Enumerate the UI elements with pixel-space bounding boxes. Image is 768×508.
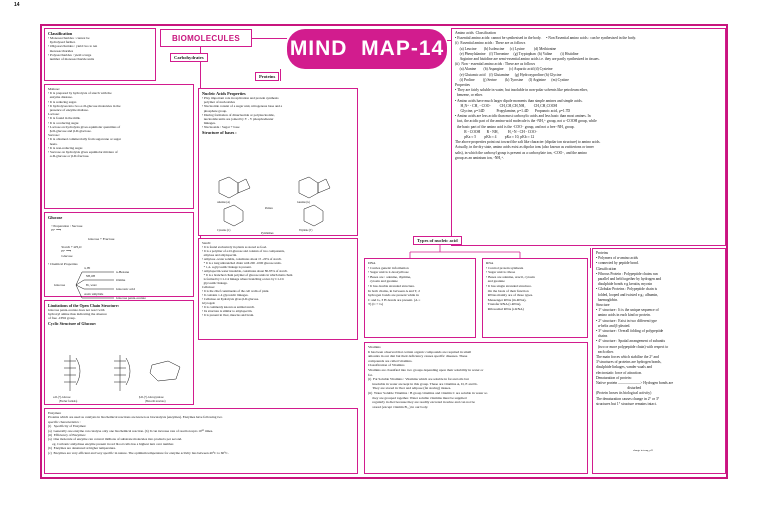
cyclic-heading: Cyclic Structure of Glucose: bbox=[48, 320, 97, 326]
label-haworth: (Haworth structure) bbox=[145, 400, 166, 403]
enzymes-box bbox=[44, 408, 358, 474]
amino-acids-text: Amino acids Classification • Essential amino acids: cannot be synthesised in the body. • Non Essential amino acids : can be synthesised in the body. (i) Essential amino acids : These are as follows (a) Leucine (b) Isoleucine (c) Lysine (d) Methionine (e) Phenylalanine (f) Threonine (g) Tryptophan (h) Valine (i) Histidine Arginine and histidine are semi-essential amino acids i.e. they are partly synthesized in tissues. (ii) Non - essential amino acids : These are as follows (a) Alanine (b) Aspargine (c) Aspartic acid (d) Cysteine (e) Glutamic acid (f) Glutamine (g) Hydroxyproline (h) Glycine (i) Proline (j) Serine (k) Tyrosine (l) Arginine (m) Cystine Properties • They are fairly soluble in water, but insoluble in non-polar solvents like petroleum ether, benzene, or ether. • Amino acids have much larger dipole moments than simple amines and simple acids. H₃N⁺ - CH₂ - COO⁻ CH₃CH₂CH₂NH₂ CH₃CH₂COOH Glycine, μ=14D Propylamine, μ=1.4D Propanoic acid, μ=1.7D • Amino acids are less acidic than most carboxylic acids and less basic than most amines. In fact, the acidic part of the amino-acid molecule is the -NH₃⁺ group, not a -COOH group, while the basic part of the amino acid is the -COO⁻ group, and not a free -NH₂ group. R - COOH R - NH₂ H₃⁺N - CH - COO⁻ pKa ≈ 5 pKb ≈ 4 pKa ≈ 10, pKb ≈ 12 The above properties point out toward the salt like character (dipolar ion structure) to amino acids. Actually, in the dry state, amino acids exist as dipolar ions (also known as zwitterions or inner salts), in which the carboxyl group is present as a carboxylate ion, -COO⁻, and the amino group as an aminium ion, -NH₃⁺. bbox=[455, 31, 637, 160]
group-purines: Purines bbox=[265, 207, 273, 210]
open-chain-text: Glucose penta-acetate does not react with hydroxyl amine thus indicating the absence of free -CHO group. bbox=[48, 308, 107, 321]
banner-map: MAP-14 bbox=[361, 37, 445, 60]
glucose-reactant: Glucose bbox=[54, 283, 66, 288]
prep-product: Glucose + Fructose bbox=[88, 236, 115, 241]
prep2-condition: H⁺ bbox=[61, 249, 66, 254]
starch-box bbox=[198, 238, 358, 340]
group-pyrimidines: Pyrimidines bbox=[261, 232, 274, 235]
product-oxime: Oxime bbox=[116, 278, 126, 283]
base-guanine: Guanine (G) bbox=[297, 201, 311, 204]
enzymes-text: Enzymes: Proteins which are used as catalysts in biochemical reactions are known as biocatalysts (enzymes). Enzymes have following two specific characteristics : (i) Specificity of Enzymes: (a) Generally one enzyme can catalyse only one biochemical reaction. (b) It can increase rate of reaction upto 10²⁰ times. (ii) Efficiency of Enzymes: (a) One molecule of enzyme can convert millions of substrate molecules into products per second. eg. Carbonic anhydrase enzyme present in red blood cells has a highest turn over number. (b) Enzymes are denatured at higher temperature. (c) Enzymes are very efficient and very specific in nature. The optimum temperature for enzyme activity lies between 40°C to 60°C. bbox=[48, 411, 229, 455]
product-hexane: n-Hexane bbox=[116, 270, 130, 275]
product-pentaacetate: Glucose penta-acetate bbox=[116, 296, 146, 301]
glucose-prep2-line: Starch + nH₂O H⁺ ⟶ Glucose bbox=[61, 245, 82, 258]
cyclic-structure-diagram bbox=[50, 351, 190, 399]
open-chain-box bbox=[44, 300, 194, 405]
classification-box bbox=[44, 28, 156, 81]
base-thymine: Thymine (T) bbox=[299, 229, 313, 232]
denaturation-arrow-label: change in temp, pH bbox=[633, 449, 653, 452]
biomolecules-title: BIOMOLECULES bbox=[160, 29, 252, 47]
connector-line bbox=[252, 38, 287, 39]
starch-text: Starch: • It is found exclusively in plants as stored as food. • It is a polymer of α-D-glucose and consists of two components, amylose and amylopectin. • Amylose -water soluble, constitutes about 15 -20% of starch. * It is a long unbranched chain with 200 -1000 glucose units. * 1,4- α-glycosidic linkage is present. • Amylopectin-water insoluble, constitutes about 80-85% of starch. * It is a branched chain polymer of glucose units in which main chain is formed by C1-C4 linkage where branching occurs by C1-C6 glycosidic linkage. Cellulose: • It is the chief constituents of the cell walls of plant. • It contains 1-4 glycosidic linkages. • Cellulose on hydrolysis gives β-D-glucose. Glycogen: • It is commonly known as animal starch. • Its structure is similar to amylopectin. • It is present in liver, muscles and brain. bbox=[202, 241, 293, 317]
carbohydrates-node: Carbohydrates bbox=[170, 53, 208, 62]
rna-box bbox=[482, 258, 588, 338]
prep2-right: Glucose bbox=[61, 253, 73, 258]
page-number: 14 bbox=[14, 2, 20, 8]
banner-mind: MIND bbox=[289, 37, 348, 60]
disaccharides-box bbox=[44, 84, 194, 209]
reagent-hi: Δ, HI bbox=[84, 267, 91, 271]
reagent-acetic: Acetic anhydride bbox=[84, 293, 104, 297]
base-adenine: Adenine (A) bbox=[217, 201, 231, 204]
reagent-br2: Br₂ water bbox=[86, 284, 97, 288]
label-beta-glucopyranose: β-D-(+)-Glucopyranose bbox=[139, 396, 164, 399]
base-cytosine: Cytosine (C) bbox=[217, 229, 231, 232]
prep-label: • Preparation : Sucrose bbox=[51, 224, 83, 229]
product-gluconic: Gluconic acid bbox=[116, 287, 135, 292]
dna-text: DNA • Carries genetic information • Sugar unit is 2-deoxyribose • Bases are : adenine, thymine, cytosin and guanine • It has double stranded structure. In both chains, in between A and T, 2 hydrogen bonds are present while in C and G, 3 H-bonds are present. (A = T) (C ≡ G) bbox=[368, 261, 421, 307]
mind-map-banner bbox=[287, 29, 447, 69]
prep-condition: H⁺ bbox=[51, 228, 56, 233]
nucleic-heading: Nucleic Acids Properties bbox=[202, 91, 246, 96]
classification-heading: Classification bbox=[48, 31, 73, 36]
label-alpha-glucose: α-D-(+)-Glucose bbox=[53, 396, 71, 399]
glucose-prep-line: • Preparation : Sucrose H⁺ ⟶ bbox=[51, 224, 83, 233]
nucleic-text: • Play important role in replication and protein synthesis polymer of nucleotides • Nucleotide consist of a sugar unit, nitrogenous base and a phosphate group. • During formation of dinucleotide or polynucleotide, nucleotide units are joined by 3' - 5' phosphodiester linkages. • Nucleoside : Sugar + base bbox=[202, 96, 283, 130]
connector-line bbox=[280, 69, 281, 81]
glucose-box bbox=[44, 212, 194, 301]
nucleic-acids-box bbox=[198, 88, 358, 236]
glucose-heading: Glucose bbox=[48, 215, 63, 220]
proteins-node: Proteins bbox=[255, 72, 279, 81]
classification-text: • Monosaccharides : cannot be hydrolysed further. • Oligosaccharides : yield two to ten monosaccharides • Polysaccharides : yield a large number of monosaccharide units bbox=[48, 36, 98, 62]
label-fischer: (Fischer formula) bbox=[59, 400, 78, 403]
proteins-box bbox=[592, 248, 726, 474]
connector-line bbox=[590, 248, 591, 268]
bases-heading: Structure of bases : bbox=[202, 129, 237, 135]
vitamins-box bbox=[364, 342, 588, 474]
amino-acids-box bbox=[451, 28, 726, 246]
proteins-text: Proteins • Polymers of α-amino acids • connected by peptide bond. Classification • Fibrous Protein : Polypeptide chains run parallel and held together by hydrogen and disulphide bonds e.g keratin, myosin • Globular Proteins : Polypeptide chain is folded, looped and twisted e.g.; albumin, haemoglobin. Structure • 1° structure : It is the unique sequence of amino acids in each kind or protein. • 2° structure : Exist in two different type α-helix and β-pleated. • 3° structure : Overall folding of polypeptide chains • 4° structure : Spatial arrangement of subunits (two or more polypeptide chain) with respect to each other. The main forces which stabilise the 2° and 3°structures of proteins are hydrogen bonds, disulphide linkages, vander waals and electrostatic force of attraction. Denaturation of protein: Native protein ——————> Hydrogen bonds are disturbed (Protein looses its biological activity) The denaturation causes change in 2° or 3° structures but 1° structure remains intact. bbox=[596, 251, 674, 406]
disaccharides-text: Maltose: • It is prepared by hydrolysis of starch with the enzyme diastase. • It is reducing sugar. • It hydrolyses into two α-D-glucose molecules in the presence of enzyme maltase. Lactose: • It is found in the milk. • It is a reducing sugar. • Lactose on hydrolysis gives equimolar quantities of β-D-glucose and β-D-glactose. Sucrose: • It is obtained commercially from sugarcane or sugar beets. • It is non-reducing sugar. • Sucrose on hydrolysis gives equimolar mixture of α-D-glucose or β-D-fructose. bbox=[48, 87, 121, 159]
rna-text: RNA • Control protein synthesis • Sugar unit is ribose • Bases are adenine, uracil, cytosin and guanine • It has single stranded structure. On the basis of their function RNAs mainly are of three types. Messenger RNA (m-RNA), Transfer RNA (t-RNA), Ribosomal RNA (r-RNA) bbox=[486, 261, 535, 311]
prep2-left: Starch + nH₂O bbox=[61, 245, 82, 250]
vitamins-text: Vitamins It has been observed that certain organic compounds are required in small amounts in our diet but their deficiency causes specific diseases. These compounds are called vitamins. Classification of Vitamins Vitamins are classified into two groups depending upon their solubility in water or fat. (i) Fat Soluble Vitamins : Vitamins which are soluble in fat and oils but insoluble in water are kept in this group. These are vitamins A, D, E and K. They are stored in liver and adipose (fat storing) tissues. (ii) Water Soluble Vitamins : B group vitamins and vitamin C are soluble in water so they are grouped together. Water soluble vitamins must be supplied regularly in diet because they are readily excreted in urine and can not be stored (except vitamin B₁₂) in our body. bbox=[368, 345, 488, 409]
open-chain-heading: Limitations of the Open Chain Structure: bbox=[48, 303, 119, 308]
types-nucleic-acid-node: Types of nucleic acid bbox=[413, 236, 462, 245]
reagent-nh2oh: NH₂OH bbox=[86, 275, 96, 279]
dna-box bbox=[364, 258, 476, 338]
chem-properties-label: • Chemical Properties bbox=[48, 262, 78, 267]
